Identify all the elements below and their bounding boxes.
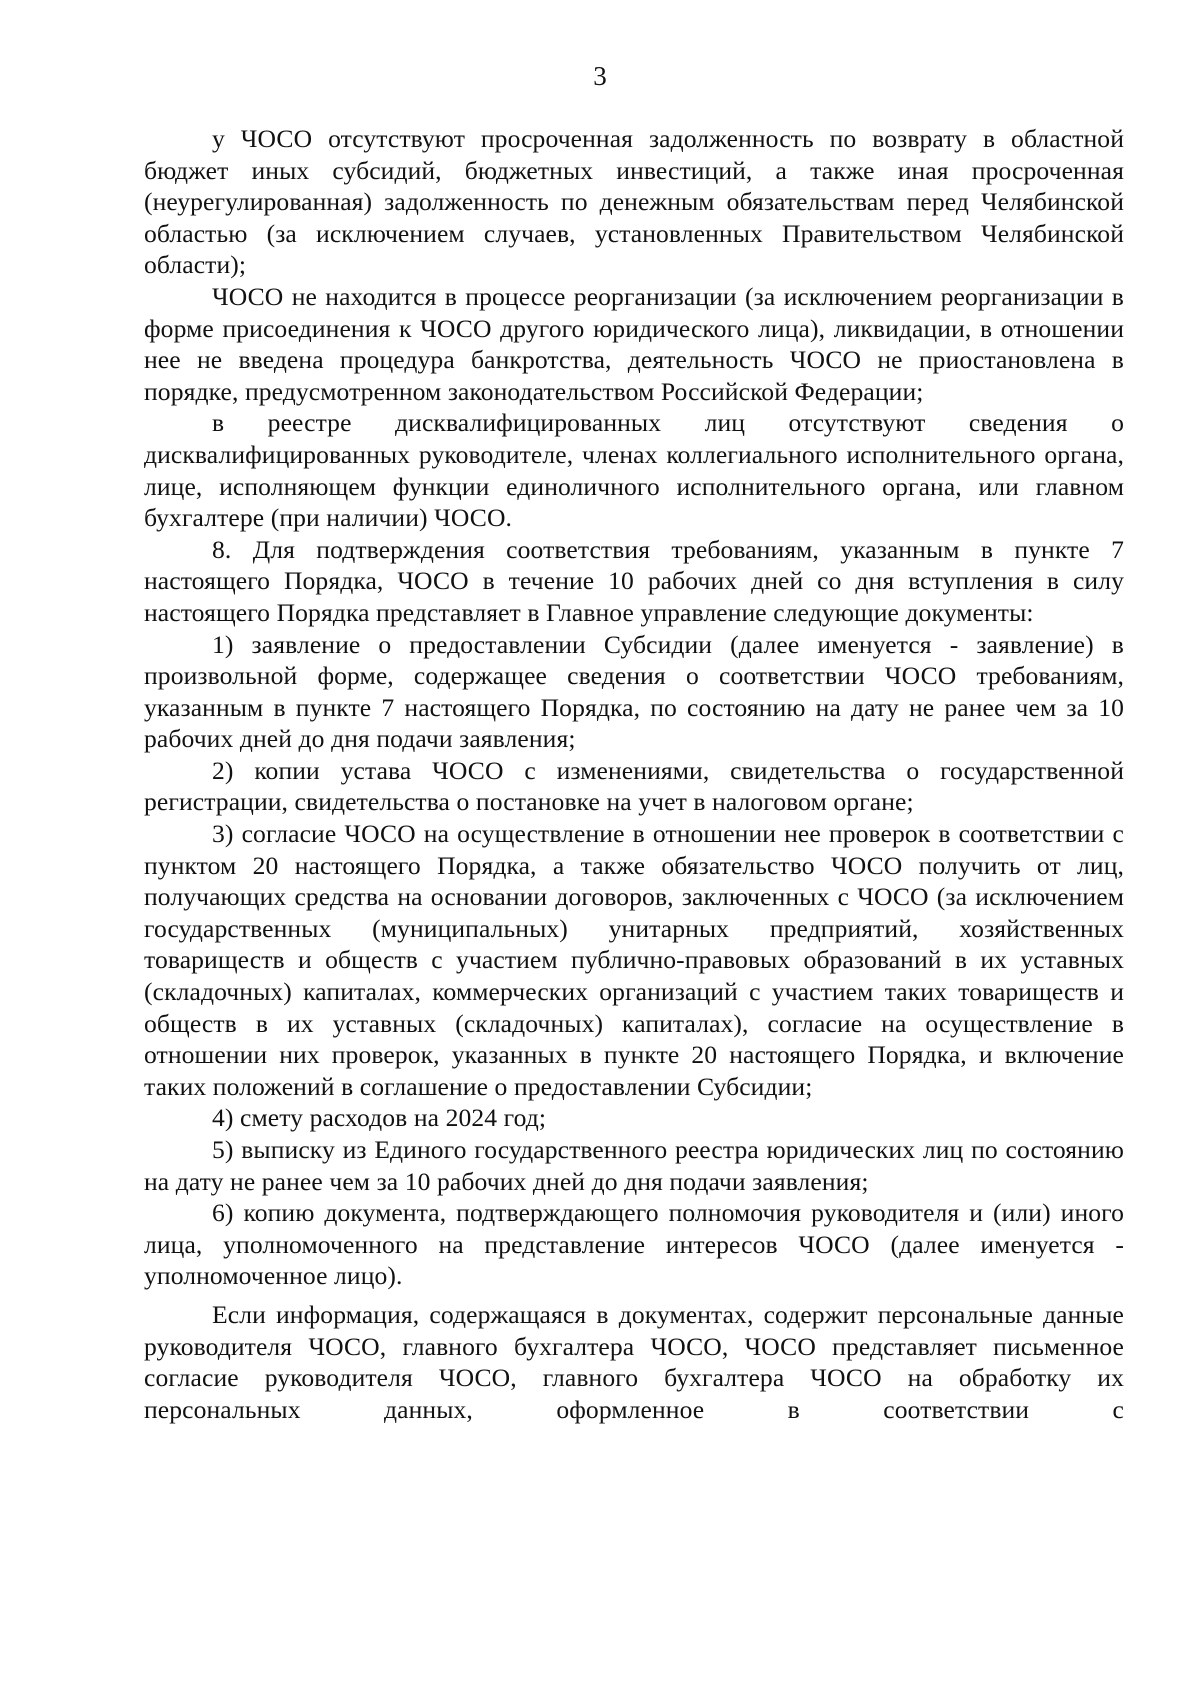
list-item-3-inspection-consent: 3) согласие ЧОСО на осуществление в отношении нее проверок в соответствии с пунктом 20 настоящего Порядка, а также обязательство ЧОСО получить от лиц, получающих средства на основании договоров, заключенных с ЧОСО (за исключением государственных (муниципальных) унитарных предприятий, хозяйственных товариществ и обществ с участием публично-правовых образований в их уставных (складочных) капиталах, коммерческих организаций с участием таких товариществ и обществ в их уставных (складочных) капиталах), согласие на осуществление в отношении них проверок, указанных в пункте 20 настоящего Порядка, и включение таких положений в соглашение о предоставлении Субсидии; <box>144 819 1124 1101</box>
paragraph-disqualified-persons: в реестре дисквалифицированных лиц отсутствуют сведения о дисквалифицированных руководителе, членах коллегиального исполнительного органа, лице, исполняющем функции единоличного исполнительного органа, или главном бухгалтере (при наличии) ЧОСО. <box>144 408 1124 533</box>
list-item-4-budget-estimate: 4) смету расходов на 2024 год; <box>212 1103 547 1133</box>
paragraph-no-overdue-debt: у ЧОСО отсутствуют просроченная задолженность по возврату в областной бюджет иных субсидий, бюджетных инвестиций, а также иная просроченная (неурегулированная) задолженность по денежным обязательствам перед Челябинской областью (за исключением случаев, установленных Правительством Челябинской области); <box>144 124 1124 280</box>
page-number: 3 <box>593 61 607 91</box>
list-item-2-charter-copies: 2) копии устава ЧОСО с изменениями, свидетельства о государственной регистрации, свидетельства о постановке на учет в налоговом органе; <box>144 755 1124 817</box>
document-body <box>144 123 1124 1425</box>
paragraph-no-reorganization: ЧОСО не находится в процессе реорганизации (за исключением реорганизации в форме присоединения к ЧОСО другого юридического лица), ликвидации, в отношении нее не введена процедура банкротства, деятельность ЧОСО не приостановлена в порядке, предусмотренном законодательством Российской Федерации; <box>144 281 1124 406</box>
paragraph-personal-data-consent: Если информация, содержащаяся в документах, содержит персональные данные руководителя ЧОСО, главного бухгалтера ЧОСО, ЧОСО представляет письменное согласие руководителя ЧОСО, главного бухгалтера ЧОСО на обработку их персональных данных, оформленное в соответствии с <box>144 1299 1124 1424</box>
paragraph-item-8: 8. Для подтверждения соответствия требованиям, указанным в пункте 7 настоящего Порядка, ЧОСО в течение 10 рабочих дней со дня вступления в силу настоящего Порядка представляет в Главное управление следующие документы: <box>144 534 1124 627</box>
list-item-5-registry-extract: 5) выписку из Единого государственного реестра юридических лиц по состоянию на дату не ранее чем за 10 рабочих дней до дня подачи заявления; <box>144 1135 1124 1196</box>
list-item-6-authority-document: 6) копию документа, подтверждающего полномочия руководителя и (или) иного лица, уполномоченного на представление интересов ЧОСО (далее именуется - уполномоченное лицо). <box>144 1198 1124 1291</box>
list-item-1-application: 1) заявление о предоставлении Субсидии (далее именуется - заявление) в произвольной форме, содержащее сведения о соответствии ЧОСО требованиям, указанным в пункте 7 настоящего Порядка, по состоянию на дату не ранее чем за 10 рабочих дней до дня подачи заявления; <box>144 629 1124 754</box>
